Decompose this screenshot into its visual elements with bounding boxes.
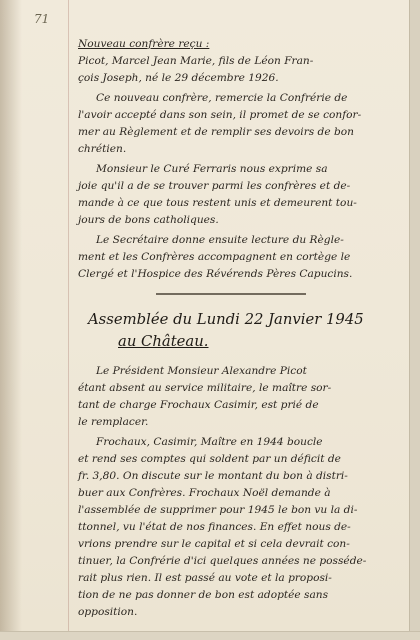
text-line: tant de charge Frochaux Casimir, est prié de [78, 399, 319, 411]
text-line: ment et les Confrères accompagnent en cortège le [78, 251, 351, 263]
page-number: 71 [34, 12, 50, 26]
paragraph-secretary [78, 232, 378, 283]
text-line: fr. 3,80. On discute sur le montant du bon à distri- [78, 470, 348, 482]
text-line: mande à ce que tous restent unis et demeurent tou- [78, 197, 357, 209]
text-line: Le Président Monsieur Alexandre Picot [96, 365, 307, 377]
text-line: tion de ne pas donner de bon est adoptée sans [78, 589, 329, 601]
paragraph-thanks [78, 90, 378, 158]
text-line: Ce nouveau confrère, remercie la Confrérie de [96, 92, 348, 104]
text-line: mer au Règlement et de remplir ses devoirs de bon [78, 126, 354, 138]
text-line: l'assemblée de supprimer pour 1945 le bon vu la di- [78, 504, 358, 516]
text-line: ttonnel, vu l'état de nos finances. En effet nous de- [78, 521, 351, 533]
text-line: chrétien. [78, 143, 127, 155]
new-member-line: çois Joseph, né le 29 décembre 1926. [78, 72, 279, 84]
assembly-title: Assemblée du Lundi 22 Janvier 1945 [88, 311, 364, 328]
margin-rule [68, 0, 69, 640]
text-line: étant absent au service militaire, le maître sor- [78, 382, 332, 394]
text-line: l'avoir accepté dans son sein, il promet de se confor- [78, 109, 362, 121]
page-edge-bottom [0, 631, 420, 640]
text-line: tinuer, la Confrérie d'ici quelques années ne posséde- [78, 555, 367, 567]
text-line: Clergé et l'Hospice des Révérends Pères Capucins. [78, 268, 353, 280]
text-line: Monsieur le Curé Ferraris nous exprime sa [96, 163, 328, 175]
assembly-location: au Château. [118, 333, 209, 350]
text-line: Le Secrétaire donne ensuite lecture du Règle- [96, 234, 344, 246]
paragraph-president [78, 363, 378, 431]
text-line: opposition. [78, 606, 138, 618]
new-member-heading: Nouveau confrère reçu : [78, 38, 210, 50]
text-line: buer aux Confrères. Frochaux Noël demande à [78, 487, 331, 499]
new-member-line: Picot, Marcel Jean Marie, fils de Léon Fran- [78, 55, 314, 67]
paragraph-cure [78, 161, 378, 229]
new-member-entry [78, 36, 378, 87]
paragraph-accounts [78, 434, 378, 621]
text-line: joie qu'il a de se trouver parmi les confrères et de- [78, 180, 351, 192]
binding-gutter-shadow [0, 0, 22, 640]
text-line: et rend ses comptes qui soldent par un déficit de [78, 453, 341, 465]
text-line: le remplacer. [78, 416, 149, 428]
page-edge-right [409, 0, 420, 640]
text-line: rait plus rien. Il est passé au vote et la proposi- [78, 572, 332, 584]
section-divider [156, 293, 306, 295]
assembly-heading [78, 309, 378, 353]
manuscript-text [78, 36, 378, 624]
text-line: vrions prendre sur le capital et si cela devrait con- [78, 538, 350, 550]
text-line: jours de bons catholiques. [78, 214, 219, 226]
text-line: Frochaux, Casimir, Maître en 1944 boucle [96, 436, 323, 448]
